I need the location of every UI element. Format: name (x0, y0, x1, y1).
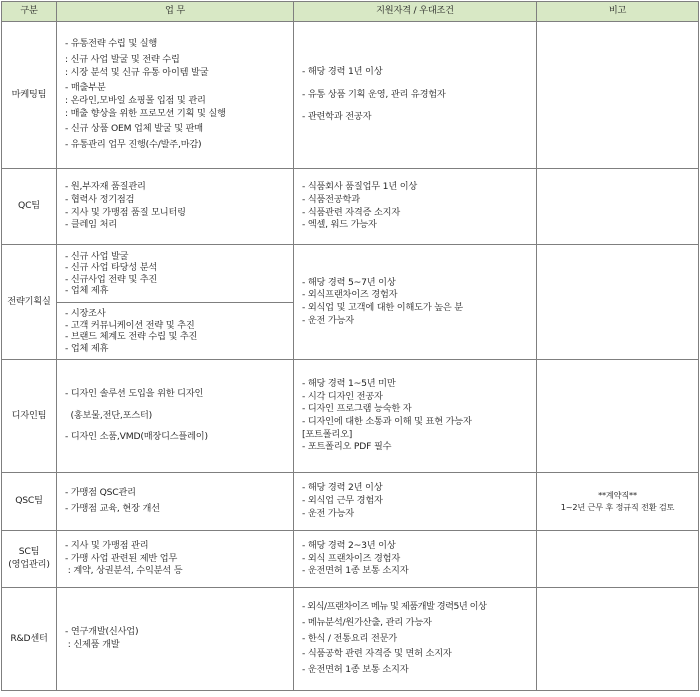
qual-line: - 해당 경력 5~7년 이상 (302, 276, 396, 288)
duty-line: : 온라인,모바일 쇼핑몰 입점 및 관리 (65, 95, 206, 106)
qual-line: - 외식프랜차이즈 경험자 (302, 289, 398, 301)
qual-line: - 운전면허 1종 보통 소지자 (302, 565, 409, 577)
qual-line: - 디자인 프로그램 능숙한 자 (302, 403, 412, 415)
qual-cell (294, 360, 537, 473)
note-cell (537, 360, 699, 473)
duty-line: : 신규 사업 발굴 및 전략 수립 (65, 53, 180, 65)
qual-line: - 포트폴리오 PDF 필수 (302, 441, 392, 453)
qual-line: - 식품관련 자격증 소지자 (302, 206, 401, 218)
note-cell (537, 473, 699, 531)
qual-line: - 외식업 및 고객에 대한 이해도가 높은 분 (302, 302, 463, 313)
dept-line: SC팀 (18, 546, 40, 558)
qual-line: - 운전면허 1종 보통 소지자 (302, 664, 409, 676)
qual-line: - 엑셀, 워드 가능자 (302, 219, 377, 231)
header-duty: 업 무 (57, 2, 294, 22)
duty-line: - 협력사 정기점검 (65, 193, 135, 205)
dept-cell: 마케팅팀 (2, 22, 57, 169)
qual-line: - 메뉴분석/원가산출, 관리 가능자 (302, 616, 432, 628)
table-row-marketing (2, 22, 699, 169)
note-cell (537, 531, 699, 588)
duty-line: - 클레임 처리 (65, 219, 117, 231)
qual-line: - 외식업 근무 경험자 (302, 495, 383, 507)
duty-line: - 신규 상품 OEM 업체 발굴 및 판매 (65, 123, 203, 135)
dept-cell: QSC팀 (2, 473, 57, 531)
duty-line: - 지사 및 가맹점 관리 (65, 539, 149, 551)
duty-line: - 시장조사 (65, 308, 106, 319)
duty-line: - 지사 및 가맹점 품질 모니터링 (65, 206, 186, 218)
table-row-qc (2, 169, 699, 245)
duty-line: : 매출 향상을 위한 프로모션 기획 및 실행 (65, 107, 226, 119)
duty-line: - 업체 제휴 (65, 285, 109, 296)
header-note: 비고 (537, 2, 699, 22)
duty-line: (홍보물,전단,포스터) (65, 409, 153, 421)
dept-cell: R&D센터 (2, 588, 57, 691)
duty-line: - 업체 제휴 (65, 342, 109, 354)
dept-cell: 디자인팀 (2, 360, 57, 473)
duty-line: - 신규 사업 타당성 분석 (65, 262, 158, 273)
qual-cell (294, 169, 537, 245)
note-cell (537, 22, 699, 169)
table-row-qsc (2, 473, 699, 531)
header-dept: 구분 (2, 2, 57, 22)
qual-cell (294, 531, 537, 588)
dept-line: (영업관리) (8, 559, 50, 570)
duty-cell (57, 169, 294, 245)
header-row (2, 2, 699, 22)
qual-line: - 시각 디자인 전공자 (302, 390, 383, 402)
qual-line: [포트폴리오] (302, 428, 353, 440)
qual-line: - 식품공학 관련 자격증 및 면허 소지자 (302, 648, 452, 660)
table-row-rnd (2, 588, 699, 691)
header-qual: 지원자격 / 우대조건 (294, 2, 537, 22)
qual-line: - 해당 경력 2~3년 이상 (302, 539, 396, 551)
note-cell (537, 245, 699, 360)
duty-cell (57, 22, 294, 169)
duty-line: : 계약, 상권분석, 수익분석 등 (65, 565, 183, 577)
duty-line: - 유통관리 업무 진행(수/발주,마감) (65, 139, 202, 151)
note-cell (537, 588, 699, 691)
duty-line: - 브랜드 체계도 전략 수립 및 추진 (65, 331, 198, 342)
qual-line: - 유통 상품 기획 운영, 관리 유경험자 (302, 88, 446, 100)
duty-line: - 디자인 소품,VMD(매장디스플레이) (65, 431, 208, 443)
duty-cell (57, 473, 294, 531)
note-cell (537, 169, 699, 245)
table-row-strategy (2, 245, 699, 303)
duty-line: - 신규사업 전략 및 추진 (65, 273, 158, 285)
qual-cell (294, 245, 537, 360)
table-row-design (2, 360, 699, 473)
duty-cell (57, 360, 294, 473)
duty-line: : 신제품 개발 (65, 639, 120, 650)
qual-line: - 외식/프랜차이즈 메뉴 및 제품개발 경력5년 이상 (302, 601, 487, 613)
duty-line: - 고객 커뮤니케이션 전략 및 추진 (65, 319, 195, 331)
duty-line: - 연구개발(신사업) (65, 626, 139, 638)
table-row-sc (2, 531, 699, 588)
qual-cell (294, 22, 537, 169)
dept-cell: 전략기획실 (2, 245, 57, 360)
note-line: **계약직** (598, 490, 637, 501)
recruitment-table (1, 1, 699, 691)
duty-line: : 시장 분석 및 신규 유통 아이템 발굴 (65, 66, 209, 78)
note-line: 1~2년 근무 후 정규직 전환 검토 (560, 501, 675, 512)
qual-line: - 식품회사 품질업무 1년 이상 (302, 181, 418, 193)
duty-cell (57, 303, 294, 360)
qual-line: - 해당 경력 1~5년 미만 (302, 377, 396, 389)
dept-cell: QC팀 (2, 169, 57, 245)
qual-line: - 외식 프랜차이즈 경험자 (302, 552, 401, 564)
qual-cell (294, 473, 537, 531)
duty-line: - 가맹점 교육, 현장 개선 (65, 503, 160, 514)
qual-line: - 운전 가능자 (302, 507, 354, 519)
qual-line: - 관련학과 전공자 (302, 111, 372, 123)
qual-line: - 식품전공학과 (302, 193, 360, 205)
qual-line: - 해당 경력 1년 이상 (302, 65, 383, 77)
qual-line: - 운전 가능자 (302, 314, 354, 326)
duty-line: - 디자인 솔루션 도입을 위한 디자인 (65, 387, 204, 399)
qual-line: - 해당 경력 2년 이상 (302, 482, 383, 494)
duty-cell (57, 245, 294, 303)
duty-line: - 매출부분 (65, 82, 106, 94)
duty-line: - 원,부자재 품질관리 (65, 181, 146, 193)
duty-line: - 유통전략 수립 및 실행 (65, 38, 158, 50)
dept-cell (2, 531, 57, 588)
qual-line: - 한식 / 전통요리 전문가 (302, 632, 397, 644)
qual-line: - 디자인에 대한 소통과 이해 및 표현 가능자 (302, 416, 472, 427)
duty-cell (57, 531, 294, 588)
duty-cell (57, 588, 294, 691)
duty-line: - 가맹 사업 관련된 제반 업무 (65, 552, 178, 564)
qual-cell (294, 588, 537, 691)
duty-line: - 가맹점 QSC관리 (65, 487, 136, 499)
duty-line: - 신규 사업 발굴 (65, 250, 129, 262)
